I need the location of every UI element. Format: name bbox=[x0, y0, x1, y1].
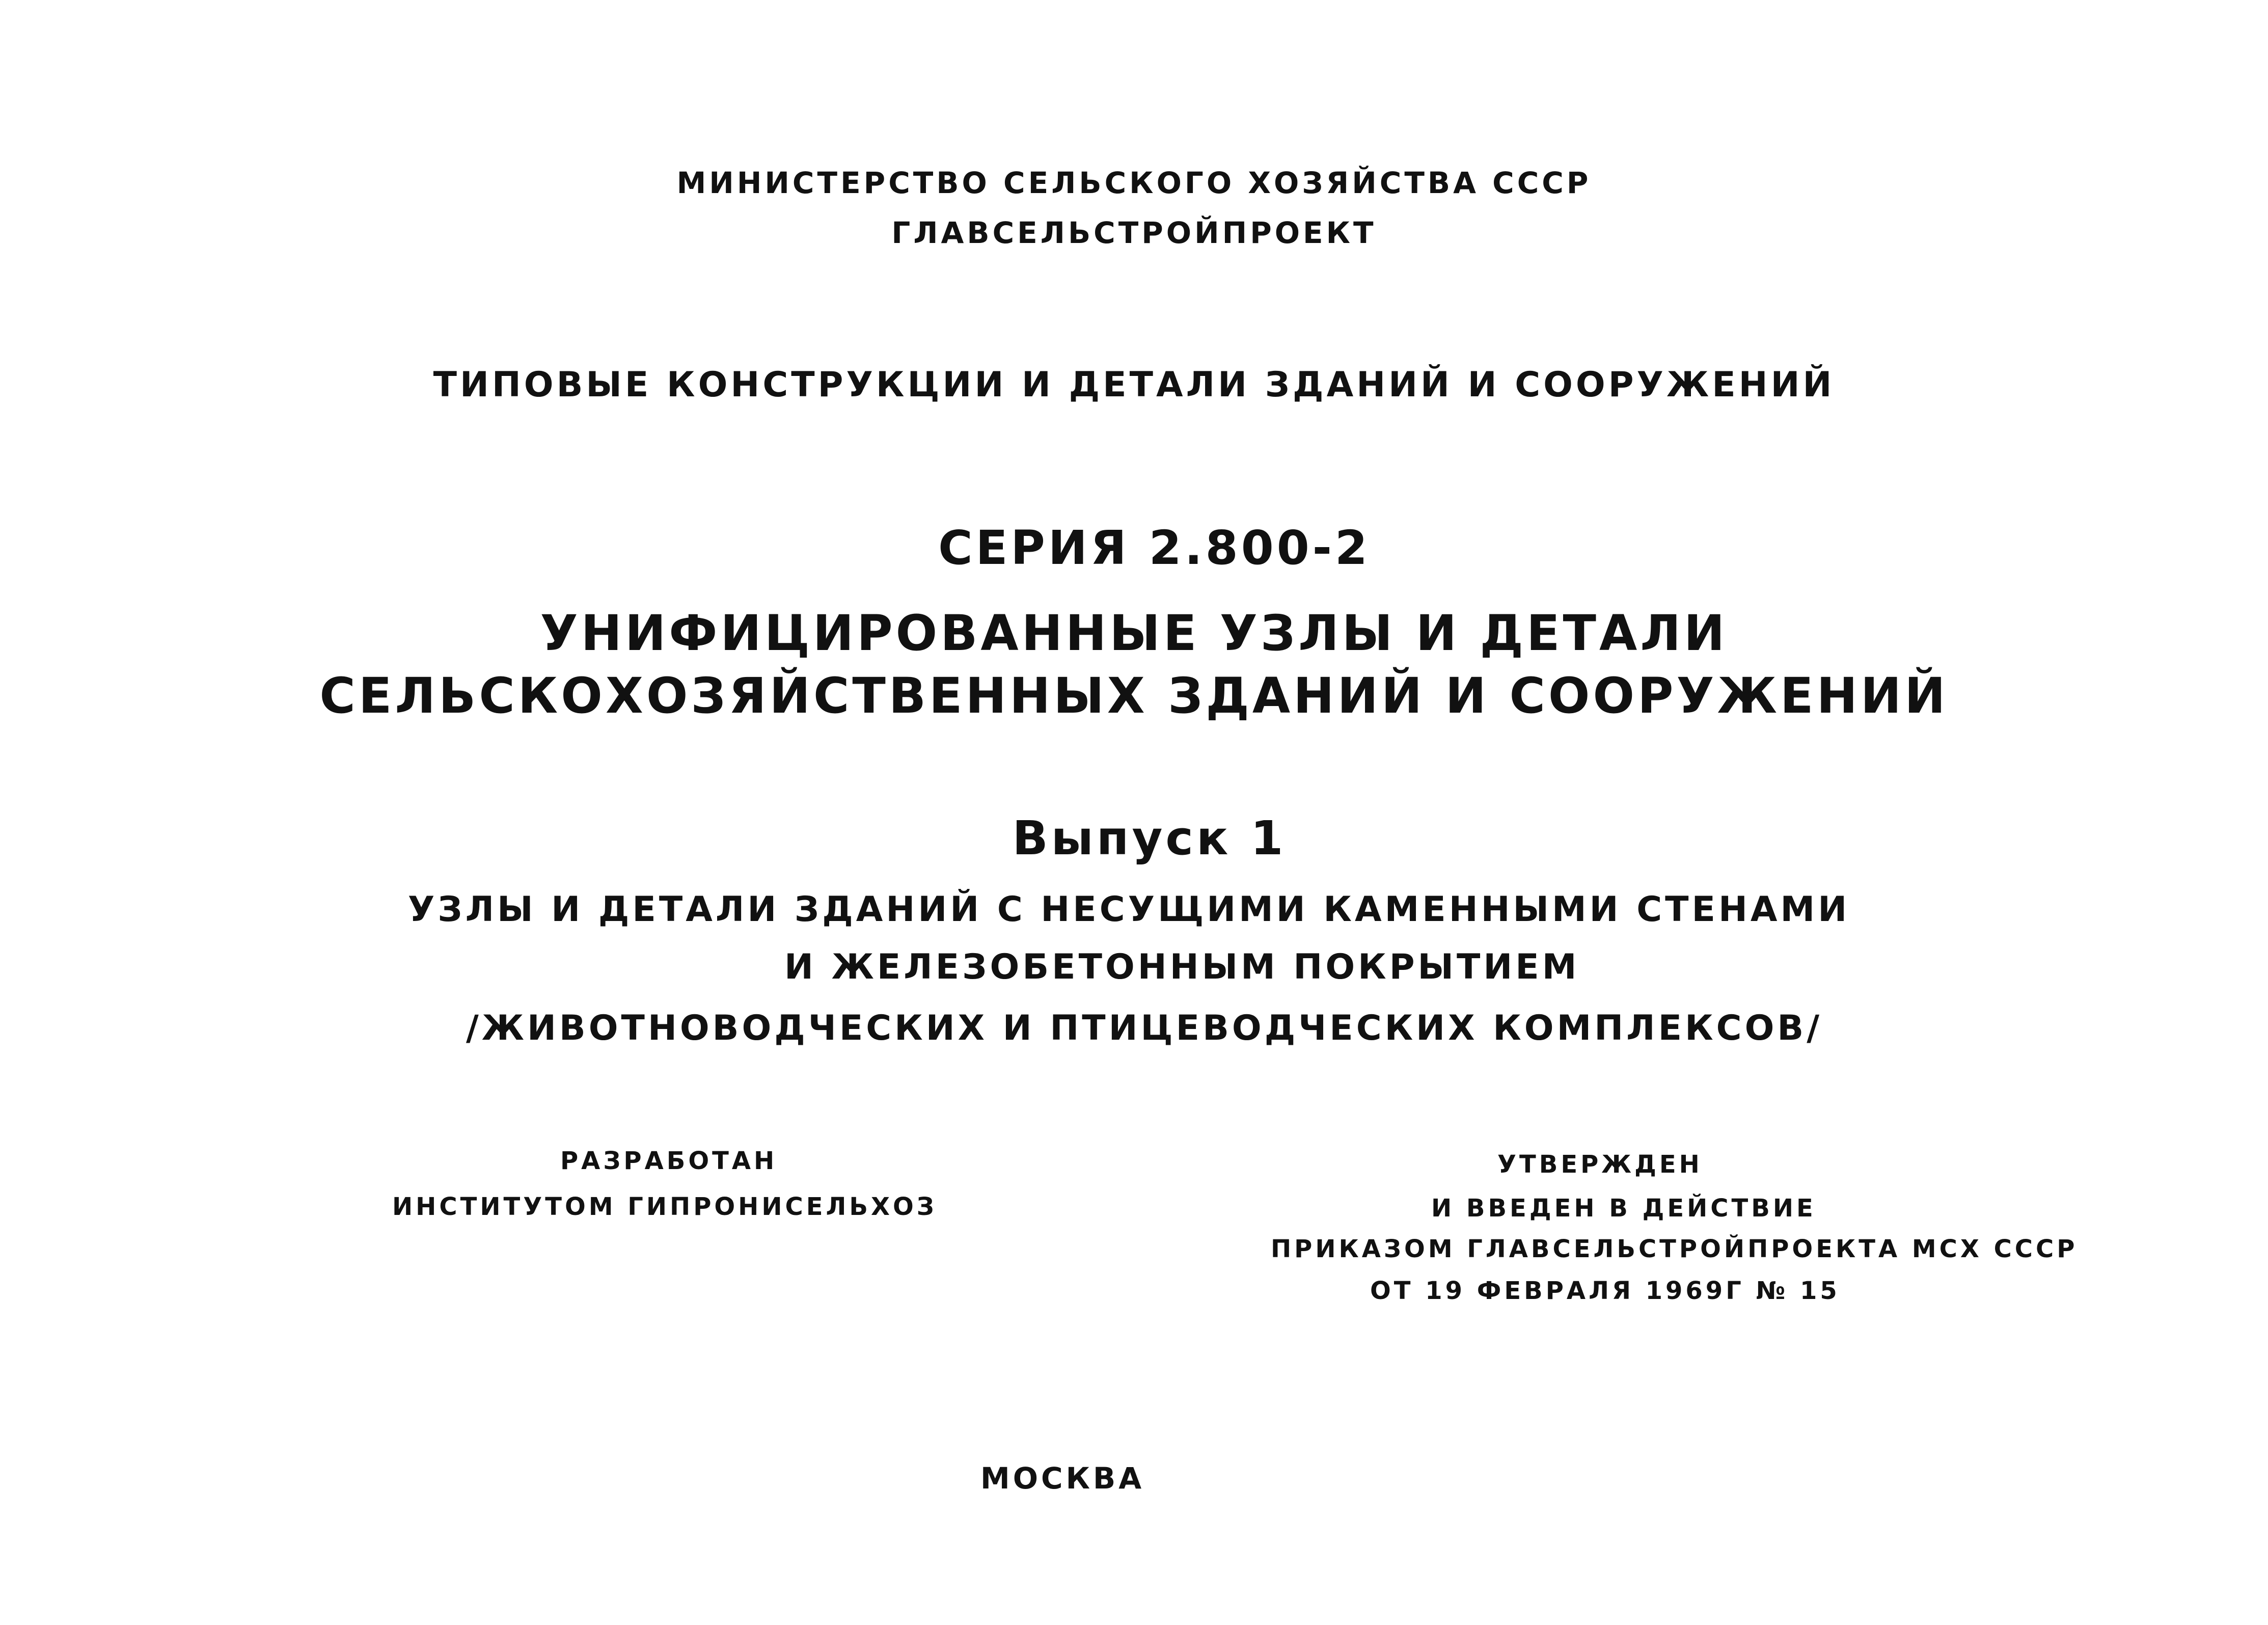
issue-title-line-2: И ЖЕЛЕЗОБЕТОННЫМ ПОКРЫТИЕМ bbox=[784, 947, 1580, 987]
approved-order: ПРИКАЗОМ ГЛАВСЕЛЬСТРОЙПРОЕКТА МСХ СССР bbox=[1271, 1235, 2078, 1263]
city: МОСКВА bbox=[980, 1461, 1145, 1496]
issue-title-line-1: УЗЛЫ И ДЕТАЛИ ЗДАНИЙ С НЕСУЩИМИ КАМЕННЫМИ СТЕНАМИ bbox=[407, 889, 1850, 930]
series-number: СЕРИЯ 2.800-2 bbox=[938, 521, 1371, 575]
collection-title: ТИПОВЫЕ КОНСТРУКЦИИ И ДЕТАЛИ ЗДАНИЙ И СООРУЖЕНИЙ bbox=[433, 365, 1835, 405]
ministry-name: МИНИСТЕРСТВО СЕЛЬСКОГО ХОЗЯЙСТВА СССР bbox=[676, 166, 1592, 200]
issue-title-line-3: /ЖИВОТНОВОДЧЕСКИХ И ПТИЦЕВОДЧЕСКИХ КОМПЛЕКСОВ/ bbox=[466, 1008, 1823, 1048]
approved-date: ОТ 19 ФЕВРАЛЯ 1969Г № 15 bbox=[1370, 1277, 1840, 1305]
issue-label: Выпуск 1 bbox=[1012, 811, 1287, 865]
main-title-line-1: УНИФИЦИРОВАННЫЕ УЗЛЫ И ДЕТАЛИ bbox=[540, 605, 1728, 662]
approved-enacted: И ВВЕДЕН В ДЕЙСТВИЕ bbox=[1431, 1194, 1816, 1223]
main-title-line-2: СЕЛЬСКОХОЗЯЙСТВЕННЫХ ЗДАНИЙ И СООРУЖЕНИЙ bbox=[319, 667, 1949, 724]
approved-label: УТВЕРЖДЕН bbox=[1497, 1150, 1703, 1179]
department-name: ГЛАВСЕЛЬСТРОЙПРОЕКТ bbox=[891, 215, 1377, 250]
developed-by: ИНСТИТУТОМ ГИПРОНИСЕЛЬХОЗ bbox=[392, 1193, 937, 1221]
developed-label: РАЗРАБОТАН bbox=[560, 1147, 778, 1175]
